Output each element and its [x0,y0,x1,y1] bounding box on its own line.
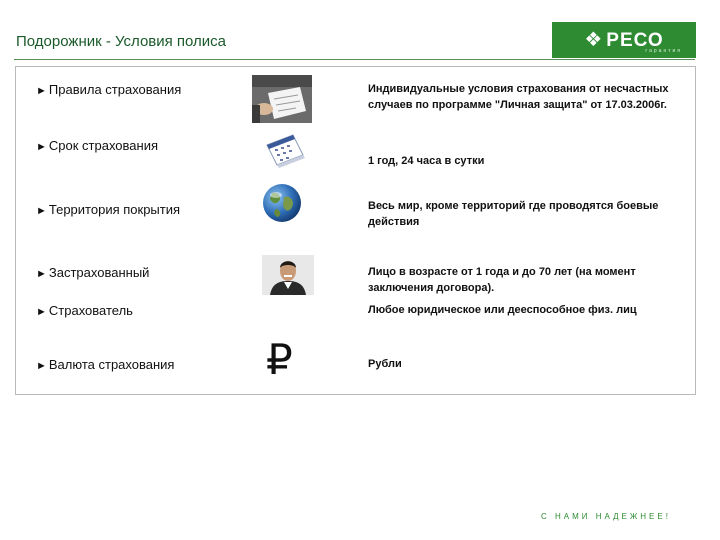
reso-leaf-icon: ❖ [584,29,603,51]
title-divider [14,59,695,60]
person-photo-icon [262,255,314,295]
reso-logo [552,22,696,58]
triangle-bullet-icon: ► [36,306,47,318]
policy-conditions-panel [15,66,696,395]
document-handshake-icon [252,75,312,123]
triangle-bullet-icon: ► [36,360,47,372]
page-title: Подорожник - Условия полиса [16,33,227,50]
value-insurance-term: 1 год, 24 часа в сутки [368,155,485,167]
globe-icon [262,183,302,223]
label-insured-person: ► Застрахованный [36,265,150,280]
value-policyholder: Любое юридическое или дееспособное физ. лиц [368,304,637,316]
logo-subtext: гарантия [645,48,682,54]
triangle-bullet-icon: ► [36,141,47,153]
value-coverage-territory: Весь мир, кроме территорий где проводятся боевые действия [368,200,659,228]
value-insurance-currency: Рубли [368,358,402,370]
label-coverage-territory: ► Территория покрытия [36,202,181,217]
triangle-bullet-icon: ► [36,268,47,280]
triangle-bullet-icon: ► [36,85,47,97]
value-insurance-rules: Индивидуальные условия страхования от несчастных случаев по программе "Личная защита" от 17.03.2006г. [368,83,669,111]
footer-slogan: С НАМИ НАДЕЖНЕЕ! [541,512,671,521]
calendar-icon [263,131,307,169]
triangle-bullet-icon: ► [36,205,47,217]
label-insurance-rules: ► Правила страхования [36,82,182,97]
label-insurance-currency: ► Валюта страхования [36,357,175,372]
value-insured-person: Лицо в возрасте от 1 года и до 70 лет (на момент заключения договора). [368,266,636,294]
logo-text: РЕСО [606,29,664,51]
label-insurance-term: ► Срок страхования [36,138,159,153]
label-policyholder: ► Страхователь [36,303,133,318]
ruble-sign-icon: ₽ [266,336,293,383]
